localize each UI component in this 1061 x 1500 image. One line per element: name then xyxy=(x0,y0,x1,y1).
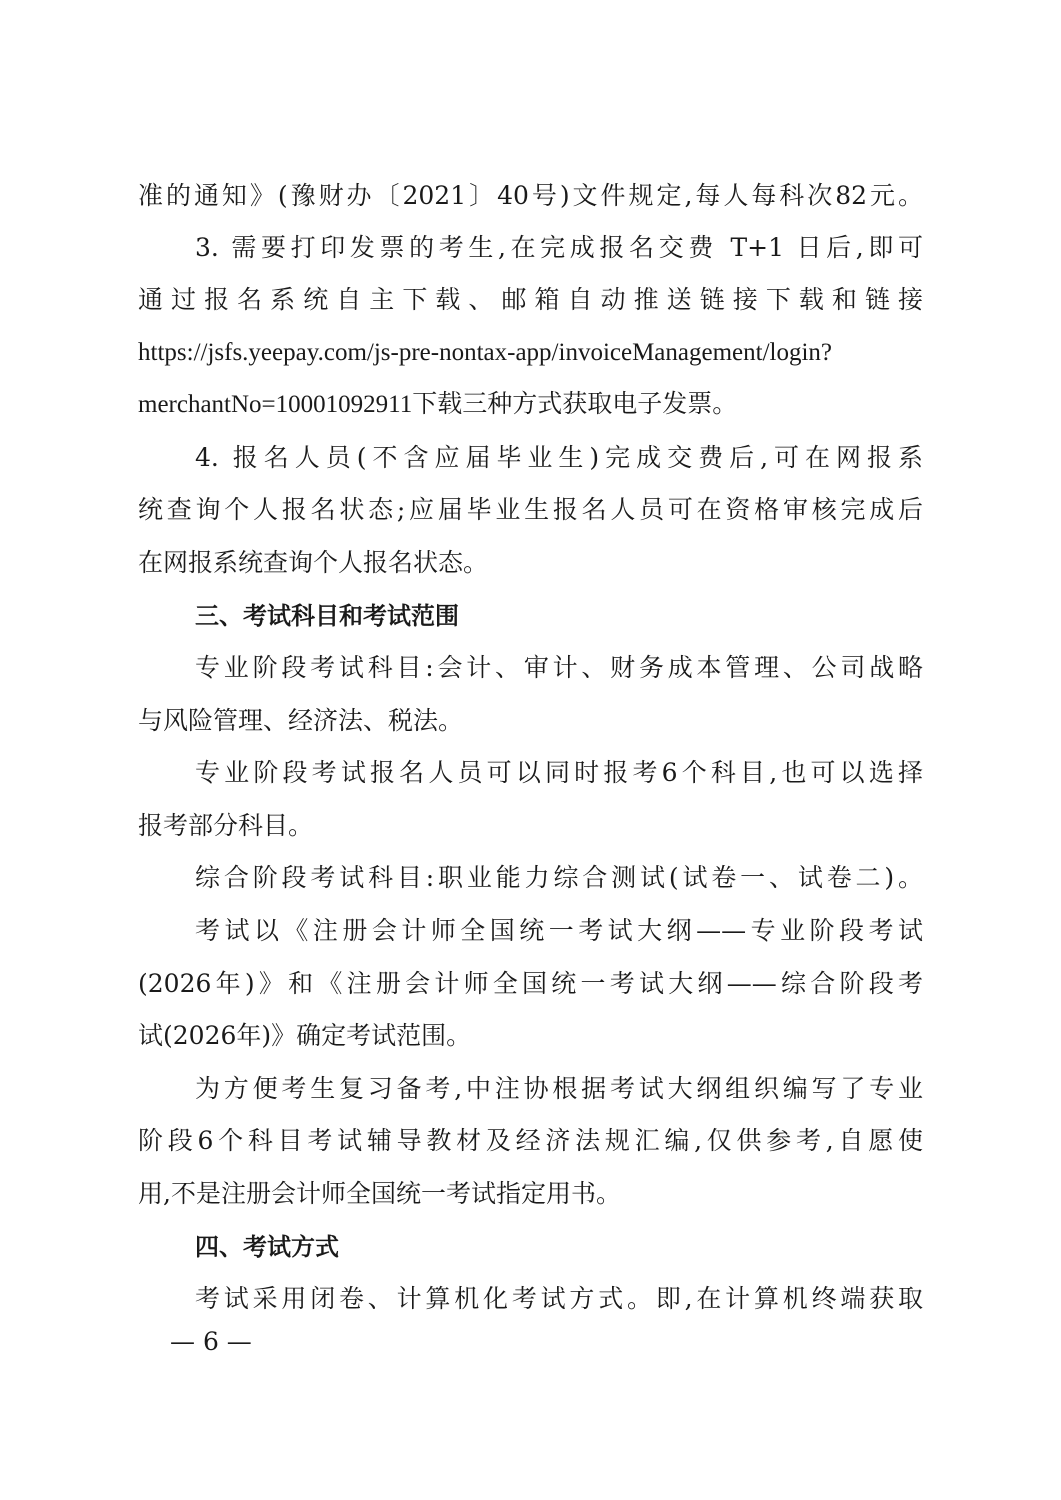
text-line: 准的通知》(豫财办〔2021〕40号)文件规定,每人每科次82元。 xyxy=(138,181,923,210)
text-line: 与风险管理、经济法、税法。 xyxy=(138,706,464,735)
text-line: 考试以《注册会计师全国统一考试大纲——专业阶段考试 xyxy=(195,916,923,945)
text-line: 为方便考生复习备考,中注协根据考试大纲组织编写了专业 xyxy=(195,1074,923,1103)
text-line: (2026年)》和《注册会计师全国统一考试大纲——综合阶段考 xyxy=(138,969,923,998)
text-line: 专业阶段考试科目:会计、审计、财务成本管理、公司战略 xyxy=(195,653,923,682)
text-line: 4. 报名人员(不含应届毕业生)完成交费后,可在网报系 xyxy=(195,443,923,472)
text-line: 综合阶段考试科目:职业能力综合测试(试卷一、试卷二)。 xyxy=(195,863,923,892)
text-line: 通过报名系统自主下载、邮箱自动推送链接下载和链接 xyxy=(138,285,923,314)
section-heading: 三、考试科目和考试范围 xyxy=(195,602,459,630)
text-line: 考试采用闭卷、计算机化考试方式。即,在计算机终端获取 xyxy=(195,1284,923,1313)
url-line: https://jsfs.yeepay.com/js-pre-nontax-app/invoiceManagement/login? xyxy=(138,339,833,366)
page-number: — 6 — xyxy=(170,1327,252,1356)
url-line: merchantNo=10001092911下载三种方式获取电子发票。 xyxy=(138,391,738,418)
text-line: 试(2026年)》确定考试范围。 xyxy=(138,1021,472,1050)
text-line: 报考部分科目。 xyxy=(138,811,314,840)
text-line: 用,不是注册会计师全国统一考试指定用书。 xyxy=(138,1179,621,1208)
text-line: 3. 需要打印发票的考生,在完成报名交费 T+1 日后,即可 xyxy=(195,233,923,262)
text-line: 专业阶段考试报名人员可以同时报考6个科目,也可以选择 xyxy=(195,758,923,787)
text-line: 统查询个人报名状态;应届毕业生报名人员可在资格审核完成后 xyxy=(138,495,923,524)
section-heading: 四、考试方式 xyxy=(195,1233,339,1261)
text-line: 在网报系统查询个人报名状态。 xyxy=(138,548,489,577)
text-line: 阶段6个科目考试辅导教材及经济法规汇编,仅供参考,自愿使 xyxy=(138,1126,923,1155)
